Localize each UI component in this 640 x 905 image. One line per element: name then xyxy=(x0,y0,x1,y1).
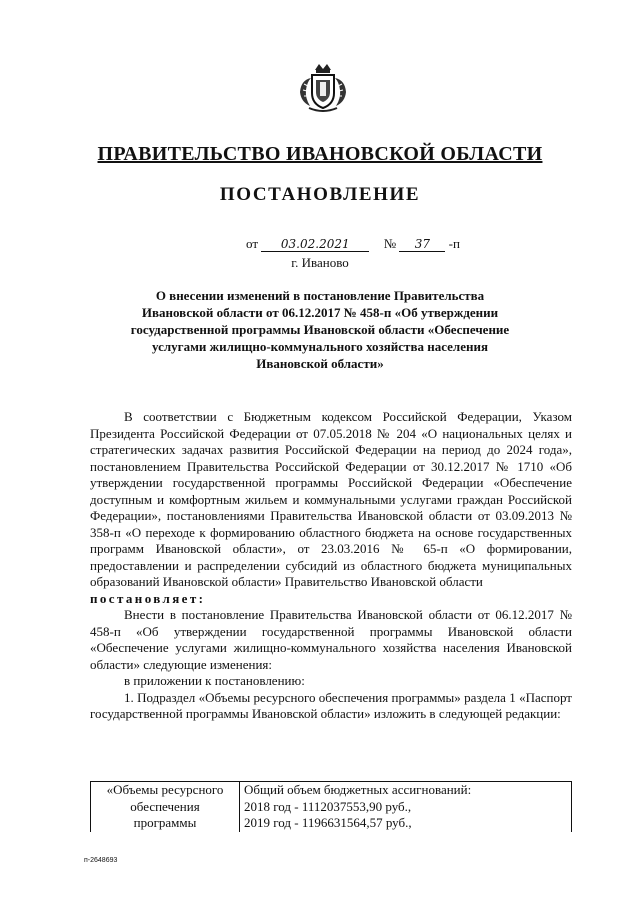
resolution-heading xyxy=(110,287,530,372)
value-line: Общий объем бюджетных ассигнований: xyxy=(244,782,472,797)
amend-paragraph: Внести в постановление Правительства Ивановской области от 06.12.2017 № 458-п «Об утверждении государственной программы Ивановской области «Обеспечение услугами жилищно-коммунального хозяйства населения Ивановской области» следующие изменения: xyxy=(90,607,572,672)
heading-line: услугами жилищно-коммунального хозяйства населения xyxy=(152,339,488,354)
date-prefix: от xyxy=(246,236,259,251)
table-cell-value xyxy=(240,782,572,832)
date-value: 03.02.2021 xyxy=(261,237,369,252)
document-type: ПОСТАНОВЛЕНИЕ xyxy=(219,184,421,205)
number-value: 37 xyxy=(399,237,445,252)
appendix-paragraph: в приложении к постановлению: xyxy=(124,673,305,688)
label-line: обеспечения xyxy=(130,798,200,814)
heading-line: О внесении изменений в постановление Правительства xyxy=(155,288,485,303)
label-line: программы xyxy=(133,815,197,830)
heading-line: Ивановской области от 06.12.2017 № 458-п «Об утверждении xyxy=(141,305,499,320)
date-number-line xyxy=(246,236,460,252)
table-cell-label xyxy=(91,782,240,832)
number-sign: № xyxy=(383,236,397,251)
table-row xyxy=(91,782,572,832)
heading-line: Ивановской области» xyxy=(256,356,384,371)
label-line: «Объемы ресурсного xyxy=(106,782,224,797)
value-line: 2019 год - 1196631564,57 руб., xyxy=(244,815,412,830)
heading-line: государственной программы Ивановской области «Обеспечение xyxy=(130,322,510,337)
value-line: 2018 год - 1112037553,90 руб., xyxy=(244,798,412,814)
resolves-word: постановляет: xyxy=(90,590,206,606)
item-1-paragraph: 1. Подраздел «Объемы ресурсного обеспечения программы» раздела 1 «Паспорт государственной программы Ивановской области» изложить в следующей редакции: xyxy=(90,689,572,721)
government-title: ПРАВИТЕЛЬСТВО ИВАНОВСКОЙ ОБЛАСТИ xyxy=(97,143,543,165)
intro-paragraph: В соответствии с Бюджетным кодексом Российской Федерации, Указом Президента Российской Федерации от 07.05.2018 № 204 «О национальных целях и стратегических задачах развития Российской Федерации на период до 2024 года», постановлением Правительства Российской Федерации от 30.12.2017 № 1710 «Об утверждении государственной программы Российской Федерации «Обеспечение доступным и комфортным жильем и коммунальными услугами граждан Российской Федерации», постановлениями Правительства Ивановской области от 03.09.2013 № 358-п «О переходе к формированию областного бюджета на основе государственных программ Ивановской области», от 23.03.2016 № 65-п «О формировании, предоставлении и распределении субсидий из областного бюджета муниципальных образований Ивановской области» Правительство Ивановской области xyxy=(90,409,572,589)
number-suffix: -п xyxy=(448,236,460,251)
body-text xyxy=(90,409,572,723)
resource-table xyxy=(90,781,572,832)
coat-of-arms-emblem xyxy=(295,60,351,116)
city-name: г. Иваново xyxy=(291,255,349,270)
document-code: п-2648693 xyxy=(84,857,118,864)
